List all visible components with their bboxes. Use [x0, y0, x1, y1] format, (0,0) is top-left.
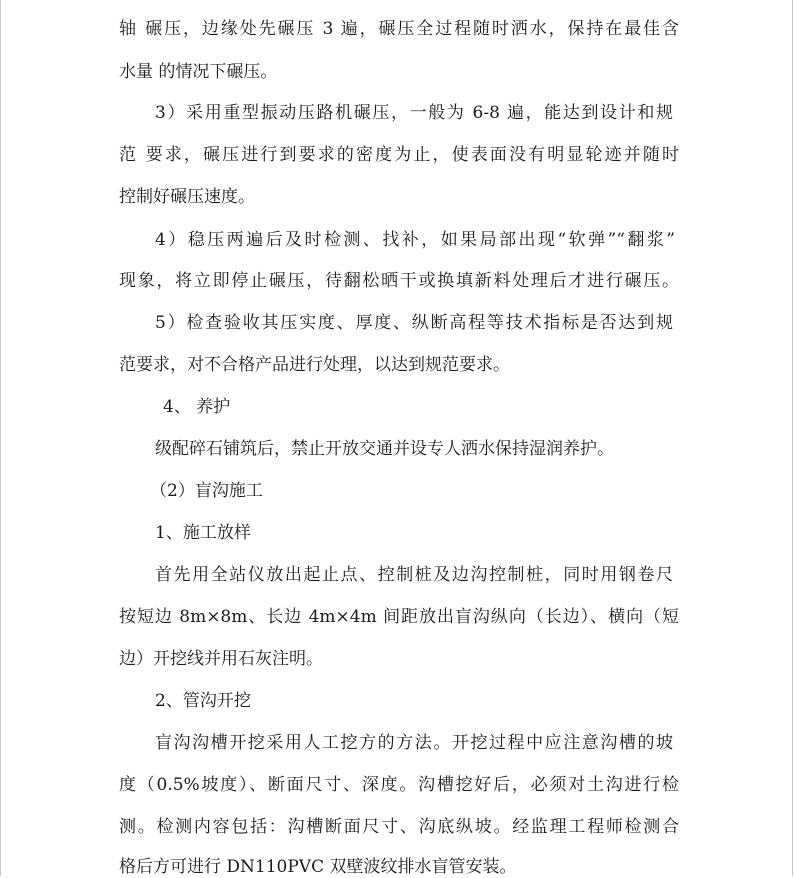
- text-line-1: 轴 碾压，边缘处先碾压 3 遍，碾压全过程随时洒水，保持在最佳含: [119, 19, 679, 39]
- text-line-20: 测。检测内容包括：沟槽断面尺寸、沟底纵坡。经监理工程师检测合: [119, 817, 679, 837]
- text-line-2: 水量 的情况下碾压。: [119, 62, 278, 82]
- text-line-16: 边）开挖线并用石灰注明。: [119, 649, 323, 669]
- text-line-14: 首先用全站仪放出起止点、控制桩及边沟控制桩，同时用钢卷尺: [155, 565, 673, 585]
- text-line-18: 盲沟沟槽开挖采用人工挖方的方法。开挖过程中应注意沟槽的坡: [155, 733, 673, 753]
- section-heading-trench-excavation: 2、管沟开挖: [155, 691, 251, 711]
- text-line-11: 级配碎石铺筑后，禁止开放交通并设专人洒水保持湿润养护。: [155, 439, 614, 459]
- page-edge-right: [792, 0, 793, 876]
- page-edge-left: [0, 0, 1, 876]
- text-line-5: 控制好碾压速度。: [119, 187, 255, 207]
- section-heading-maintenance: 4、 养护: [163, 397, 231, 417]
- text-line-21: 格后方可进行 DN110PVC 双壁波纹排水盲管安装。: [119, 857, 517, 877]
- section-heading-setting-out: 1、施工放样: [155, 523, 251, 543]
- text-line-15: 按短边 8m×8m、长边 4m×4m 间距放出盲沟纵向（长边）、横向（短: [119, 607, 679, 627]
- section-heading-blind-ditch: （2）盲沟施工: [150, 481, 263, 501]
- text-line-6: 4）稳压两遍后及时检测、找补，如果局部出现“软弹”“翻浆”: [155, 230, 675, 250]
- text-line-19: 度（0.5%坡度）、断面尺寸、深度。沟槽挖好后，必须对土沟进行检: [119, 775, 679, 795]
- text-line-7: 现象，将立即停止碾压，待翻松晒干或换填新料处理后才进行碾压。: [119, 271, 679, 291]
- text-line-3: 3）采用重型振动压路机碾压，一般为 6-8 遍，能达到设计和规: [155, 103, 673, 123]
- text-line-8: 5）检查验收其压实度、厚度、纵断高程等技术指标是否达到规: [155, 313, 673, 333]
- text-line-4: 范 要求，碾压进行到要求的密度为止，使表面没有明显轮迹并随时: [119, 145, 679, 165]
- text-line-9: 范要求，对不合格产品进行处理，以达到规范要求。: [119, 355, 510, 375]
